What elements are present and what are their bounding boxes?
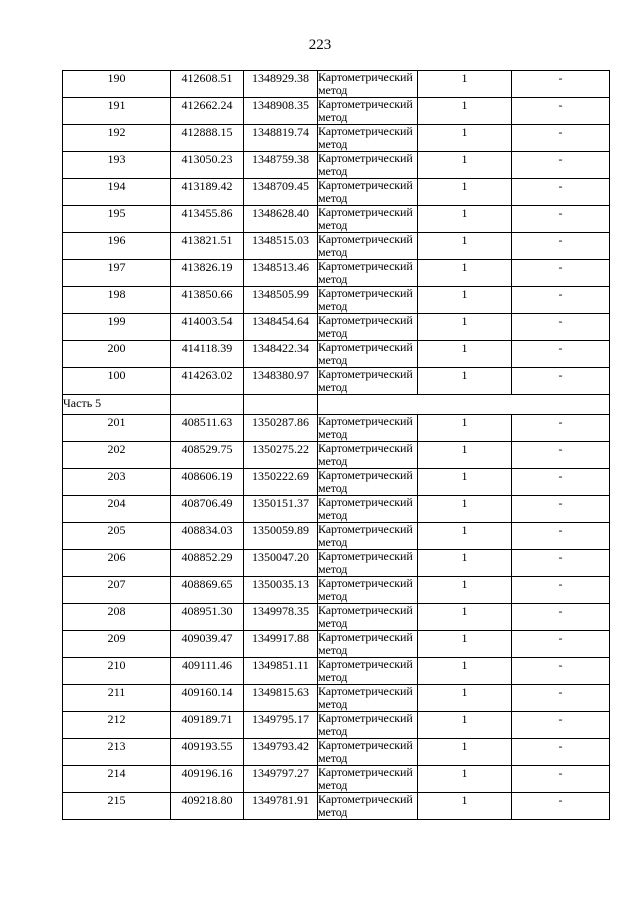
count-cell: 1 xyxy=(418,550,512,577)
point-number-cell: 194 xyxy=(63,179,171,206)
error-cell: - xyxy=(512,341,610,368)
x-coordinate-cell: 408606.19 xyxy=(171,469,244,496)
y-coordinate-cell: 1349795.17 xyxy=(244,712,318,739)
x-coordinate-cell: 409111.46 xyxy=(171,658,244,685)
error-cell: - xyxy=(512,71,610,98)
count-cell: 1 xyxy=(418,793,512,820)
table-row xyxy=(63,98,610,125)
error-cell: - xyxy=(512,442,610,469)
y-coordinate-cell: 1348819.74 xyxy=(244,125,318,152)
x-coordinate-cell: 414003.54 xyxy=(171,314,244,341)
point-number-cell: 204 xyxy=(63,496,171,523)
method-cell: Картометрический метод xyxy=(318,496,418,523)
count-cell: 1 xyxy=(418,260,512,287)
count-cell: 1 xyxy=(418,523,512,550)
section-empty-cell xyxy=(244,395,318,415)
table-row xyxy=(63,179,610,206)
point-number-cell: 191 xyxy=(63,98,171,125)
count-cell: 1 xyxy=(418,179,512,206)
table-row xyxy=(63,604,610,631)
y-coordinate-cell: 1350047.20 xyxy=(244,550,318,577)
table-row xyxy=(63,712,610,739)
method-cell: Картометрический метод xyxy=(318,98,418,125)
table-row xyxy=(63,415,610,442)
method-cell: Картометрический метод xyxy=(318,179,418,206)
error-cell: - xyxy=(512,523,610,550)
method-cell: Картометрический метод xyxy=(318,152,418,179)
table-row xyxy=(63,550,610,577)
point-number-cell: 212 xyxy=(63,712,171,739)
section-label: Часть 5 xyxy=(63,395,171,415)
method-cell: Картометрический метод xyxy=(318,260,418,287)
table-row xyxy=(63,766,610,793)
count-cell: 1 xyxy=(418,341,512,368)
count-cell: 1 xyxy=(418,577,512,604)
y-coordinate-cell: 1350035.13 xyxy=(244,577,318,604)
error-cell: - xyxy=(512,152,610,179)
count-cell: 1 xyxy=(418,442,512,469)
table-row xyxy=(63,260,610,287)
table-row xyxy=(63,685,610,712)
table-row xyxy=(63,368,610,395)
y-coordinate-cell: 1349781.91 xyxy=(244,793,318,820)
y-coordinate-cell: 1348709.45 xyxy=(244,179,318,206)
y-coordinate-cell: 1350275.22 xyxy=(244,442,318,469)
y-coordinate-cell: 1348505.99 xyxy=(244,287,318,314)
count-cell: 1 xyxy=(418,233,512,260)
y-coordinate-cell: 1348908.35 xyxy=(244,98,318,125)
method-cell: Картометрический метод xyxy=(318,658,418,685)
coordinates-table xyxy=(62,70,610,820)
point-number-cell: 192 xyxy=(63,125,171,152)
x-coordinate-cell: 414263.02 xyxy=(171,368,244,395)
error-cell: - xyxy=(512,233,610,260)
count-cell: 1 xyxy=(418,206,512,233)
table-row xyxy=(63,523,610,550)
point-number-cell: 197 xyxy=(63,260,171,287)
point-number-cell: 205 xyxy=(63,523,171,550)
method-cell: Картометрический метод xyxy=(318,314,418,341)
count-cell: 1 xyxy=(418,496,512,523)
error-cell: - xyxy=(512,125,610,152)
x-coordinate-cell: 413826.19 xyxy=(171,260,244,287)
y-coordinate-cell: 1349815.63 xyxy=(244,685,318,712)
point-number-cell: 200 xyxy=(63,341,171,368)
section-empty-cell xyxy=(171,395,244,415)
y-coordinate-cell: 1350222.69 xyxy=(244,469,318,496)
error-cell: - xyxy=(512,368,610,395)
x-coordinate-cell: 412888.15 xyxy=(171,125,244,152)
error-cell: - xyxy=(512,577,610,604)
count-cell: 1 xyxy=(418,469,512,496)
point-number-cell: 210 xyxy=(63,658,171,685)
method-cell: Картометрический метод xyxy=(318,631,418,658)
point-number-cell: 214 xyxy=(63,766,171,793)
point-number-cell: 193 xyxy=(63,152,171,179)
y-coordinate-cell: 1350059.89 xyxy=(244,523,318,550)
x-coordinate-cell: 413821.51 xyxy=(171,233,244,260)
method-cell: Картометрический метод xyxy=(318,125,418,152)
method-cell: Картометрический метод xyxy=(318,233,418,260)
method-cell: Картометрический метод xyxy=(318,739,418,766)
table-row xyxy=(63,631,610,658)
error-cell: - xyxy=(512,496,610,523)
x-coordinate-cell: 408511.63 xyxy=(171,415,244,442)
table-row xyxy=(63,206,610,233)
count-cell: 1 xyxy=(418,152,512,179)
error-cell: - xyxy=(512,206,610,233)
point-number-cell: 206 xyxy=(63,550,171,577)
table-row xyxy=(63,442,610,469)
method-cell: Картометрический метод xyxy=(318,685,418,712)
x-coordinate-cell: 413050.23 xyxy=(171,152,244,179)
x-coordinate-cell: 409193.55 xyxy=(171,739,244,766)
y-coordinate-cell: 1348513.46 xyxy=(244,260,318,287)
method-cell: Картометрический метод xyxy=(318,577,418,604)
table-row xyxy=(63,577,610,604)
method-cell: Картометрический метод xyxy=(318,206,418,233)
point-number-cell: 209 xyxy=(63,631,171,658)
table-row xyxy=(63,496,610,523)
y-coordinate-cell: 1348422.34 xyxy=(244,341,318,368)
point-number-cell: 213 xyxy=(63,739,171,766)
count-cell: 1 xyxy=(418,125,512,152)
point-number-cell: 195 xyxy=(63,206,171,233)
y-coordinate-cell: 1349917.88 xyxy=(244,631,318,658)
y-coordinate-cell: 1349793.42 xyxy=(244,739,318,766)
x-coordinate-cell: 409189.71 xyxy=(171,712,244,739)
table-row xyxy=(63,739,610,766)
table-row xyxy=(63,287,610,314)
error-cell: - xyxy=(512,550,610,577)
y-coordinate-cell: 1348628.40 xyxy=(244,206,318,233)
table-row xyxy=(63,341,610,368)
count-cell: 1 xyxy=(418,314,512,341)
count-cell: 1 xyxy=(418,98,512,125)
point-number-cell: 203 xyxy=(63,469,171,496)
x-coordinate-cell: 409160.14 xyxy=(171,685,244,712)
x-coordinate-cell: 408529.75 xyxy=(171,442,244,469)
count-cell: 1 xyxy=(418,631,512,658)
y-coordinate-cell: 1348454.64 xyxy=(244,314,318,341)
x-coordinate-cell: 408951.30 xyxy=(171,604,244,631)
error-cell: - xyxy=(512,604,610,631)
y-coordinate-cell: 1350287.86 xyxy=(244,415,318,442)
error-cell: - xyxy=(512,766,610,793)
method-cell: Картометрический метод xyxy=(318,341,418,368)
x-coordinate-cell: 408706.49 xyxy=(171,496,244,523)
x-coordinate-cell: 408852.29 xyxy=(171,550,244,577)
count-cell: 1 xyxy=(418,739,512,766)
y-coordinate-cell: 1348380.97 xyxy=(244,368,318,395)
method-cell: Картометрический метод xyxy=(318,415,418,442)
coordinates-table-body xyxy=(63,71,610,820)
method-cell: Картометрический метод xyxy=(318,766,418,793)
y-coordinate-cell: 1348759.38 xyxy=(244,152,318,179)
point-number-cell: 100 xyxy=(63,368,171,395)
count-cell: 1 xyxy=(418,604,512,631)
y-coordinate-cell: 1349797.27 xyxy=(244,766,318,793)
x-coordinate-cell: 409218.80 xyxy=(171,793,244,820)
count-cell: 1 xyxy=(418,287,512,314)
method-cell: Картометрический метод xyxy=(318,550,418,577)
point-number-cell: 202 xyxy=(63,442,171,469)
y-coordinate-cell: 1349851.11 xyxy=(244,658,318,685)
point-number-cell: 207 xyxy=(63,577,171,604)
x-coordinate-cell: 413189.42 xyxy=(171,179,244,206)
count-cell: 1 xyxy=(418,658,512,685)
error-cell: - xyxy=(512,631,610,658)
x-coordinate-cell: 409196.16 xyxy=(171,766,244,793)
table-row xyxy=(63,233,610,260)
error-cell: - xyxy=(512,287,610,314)
error-cell: - xyxy=(512,179,610,206)
x-coordinate-cell: 413455.86 xyxy=(171,206,244,233)
x-coordinate-cell: 412662.24 xyxy=(171,98,244,125)
method-cell: Картометрический метод xyxy=(318,368,418,395)
x-coordinate-cell: 413850.66 xyxy=(171,287,244,314)
error-cell: - xyxy=(512,793,610,820)
point-number-cell: 201 xyxy=(63,415,171,442)
method-cell: Картометрический метод xyxy=(318,523,418,550)
y-coordinate-cell: 1348515.03 xyxy=(244,233,318,260)
table-row xyxy=(63,71,610,98)
x-coordinate-cell: 414118.39 xyxy=(171,341,244,368)
count-cell: 1 xyxy=(418,766,512,793)
point-number-cell: 199 xyxy=(63,314,171,341)
method-cell: Картометрический метод xyxy=(318,287,418,314)
point-number-cell: 211 xyxy=(63,685,171,712)
count-cell: 1 xyxy=(418,685,512,712)
error-cell: - xyxy=(512,415,610,442)
error-cell: - xyxy=(512,712,610,739)
method-cell: Картометрический метод xyxy=(318,712,418,739)
error-cell: - xyxy=(512,685,610,712)
x-coordinate-cell: 412608.51 xyxy=(171,71,244,98)
table-row xyxy=(63,125,610,152)
method-cell: Картометрический метод xyxy=(318,469,418,496)
page-number: 223 xyxy=(308,37,332,53)
method-cell: Картометрический метод xyxy=(318,604,418,631)
point-number-cell: 215 xyxy=(63,793,171,820)
y-coordinate-cell: 1348929.38 xyxy=(244,71,318,98)
table-row xyxy=(63,152,610,179)
count-cell: 1 xyxy=(418,71,512,98)
count-cell: 1 xyxy=(418,368,512,395)
method-cell: Картометрический метод xyxy=(318,442,418,469)
x-coordinate-cell: 408869.65 xyxy=(171,577,244,604)
y-coordinate-cell: 1350151.37 xyxy=(244,496,318,523)
point-number-cell: 198 xyxy=(63,287,171,314)
y-coordinate-cell: 1349978.35 xyxy=(244,604,318,631)
section-empty-cell xyxy=(318,395,610,415)
x-coordinate-cell: 409039.47 xyxy=(171,631,244,658)
point-number-cell: 208 xyxy=(63,604,171,631)
error-cell: - xyxy=(512,658,610,685)
method-cell: Картометрический метод xyxy=(318,71,418,98)
method-cell: Картометрический метод xyxy=(318,793,418,820)
error-cell: - xyxy=(512,739,610,766)
count-cell: 1 xyxy=(418,712,512,739)
count-cell: 1 xyxy=(418,415,512,442)
table-row xyxy=(63,314,610,341)
section-header-row xyxy=(63,395,610,415)
error-cell: - xyxy=(512,469,610,496)
error-cell: - xyxy=(512,314,610,341)
error-cell: - xyxy=(512,98,610,125)
point-number-cell: 196 xyxy=(63,233,171,260)
table-row xyxy=(63,793,610,820)
x-coordinate-cell: 408834.03 xyxy=(171,523,244,550)
error-cell: - xyxy=(512,260,610,287)
table-row xyxy=(63,469,610,496)
table-row xyxy=(63,658,610,685)
point-number-cell: 190 xyxy=(63,71,171,98)
